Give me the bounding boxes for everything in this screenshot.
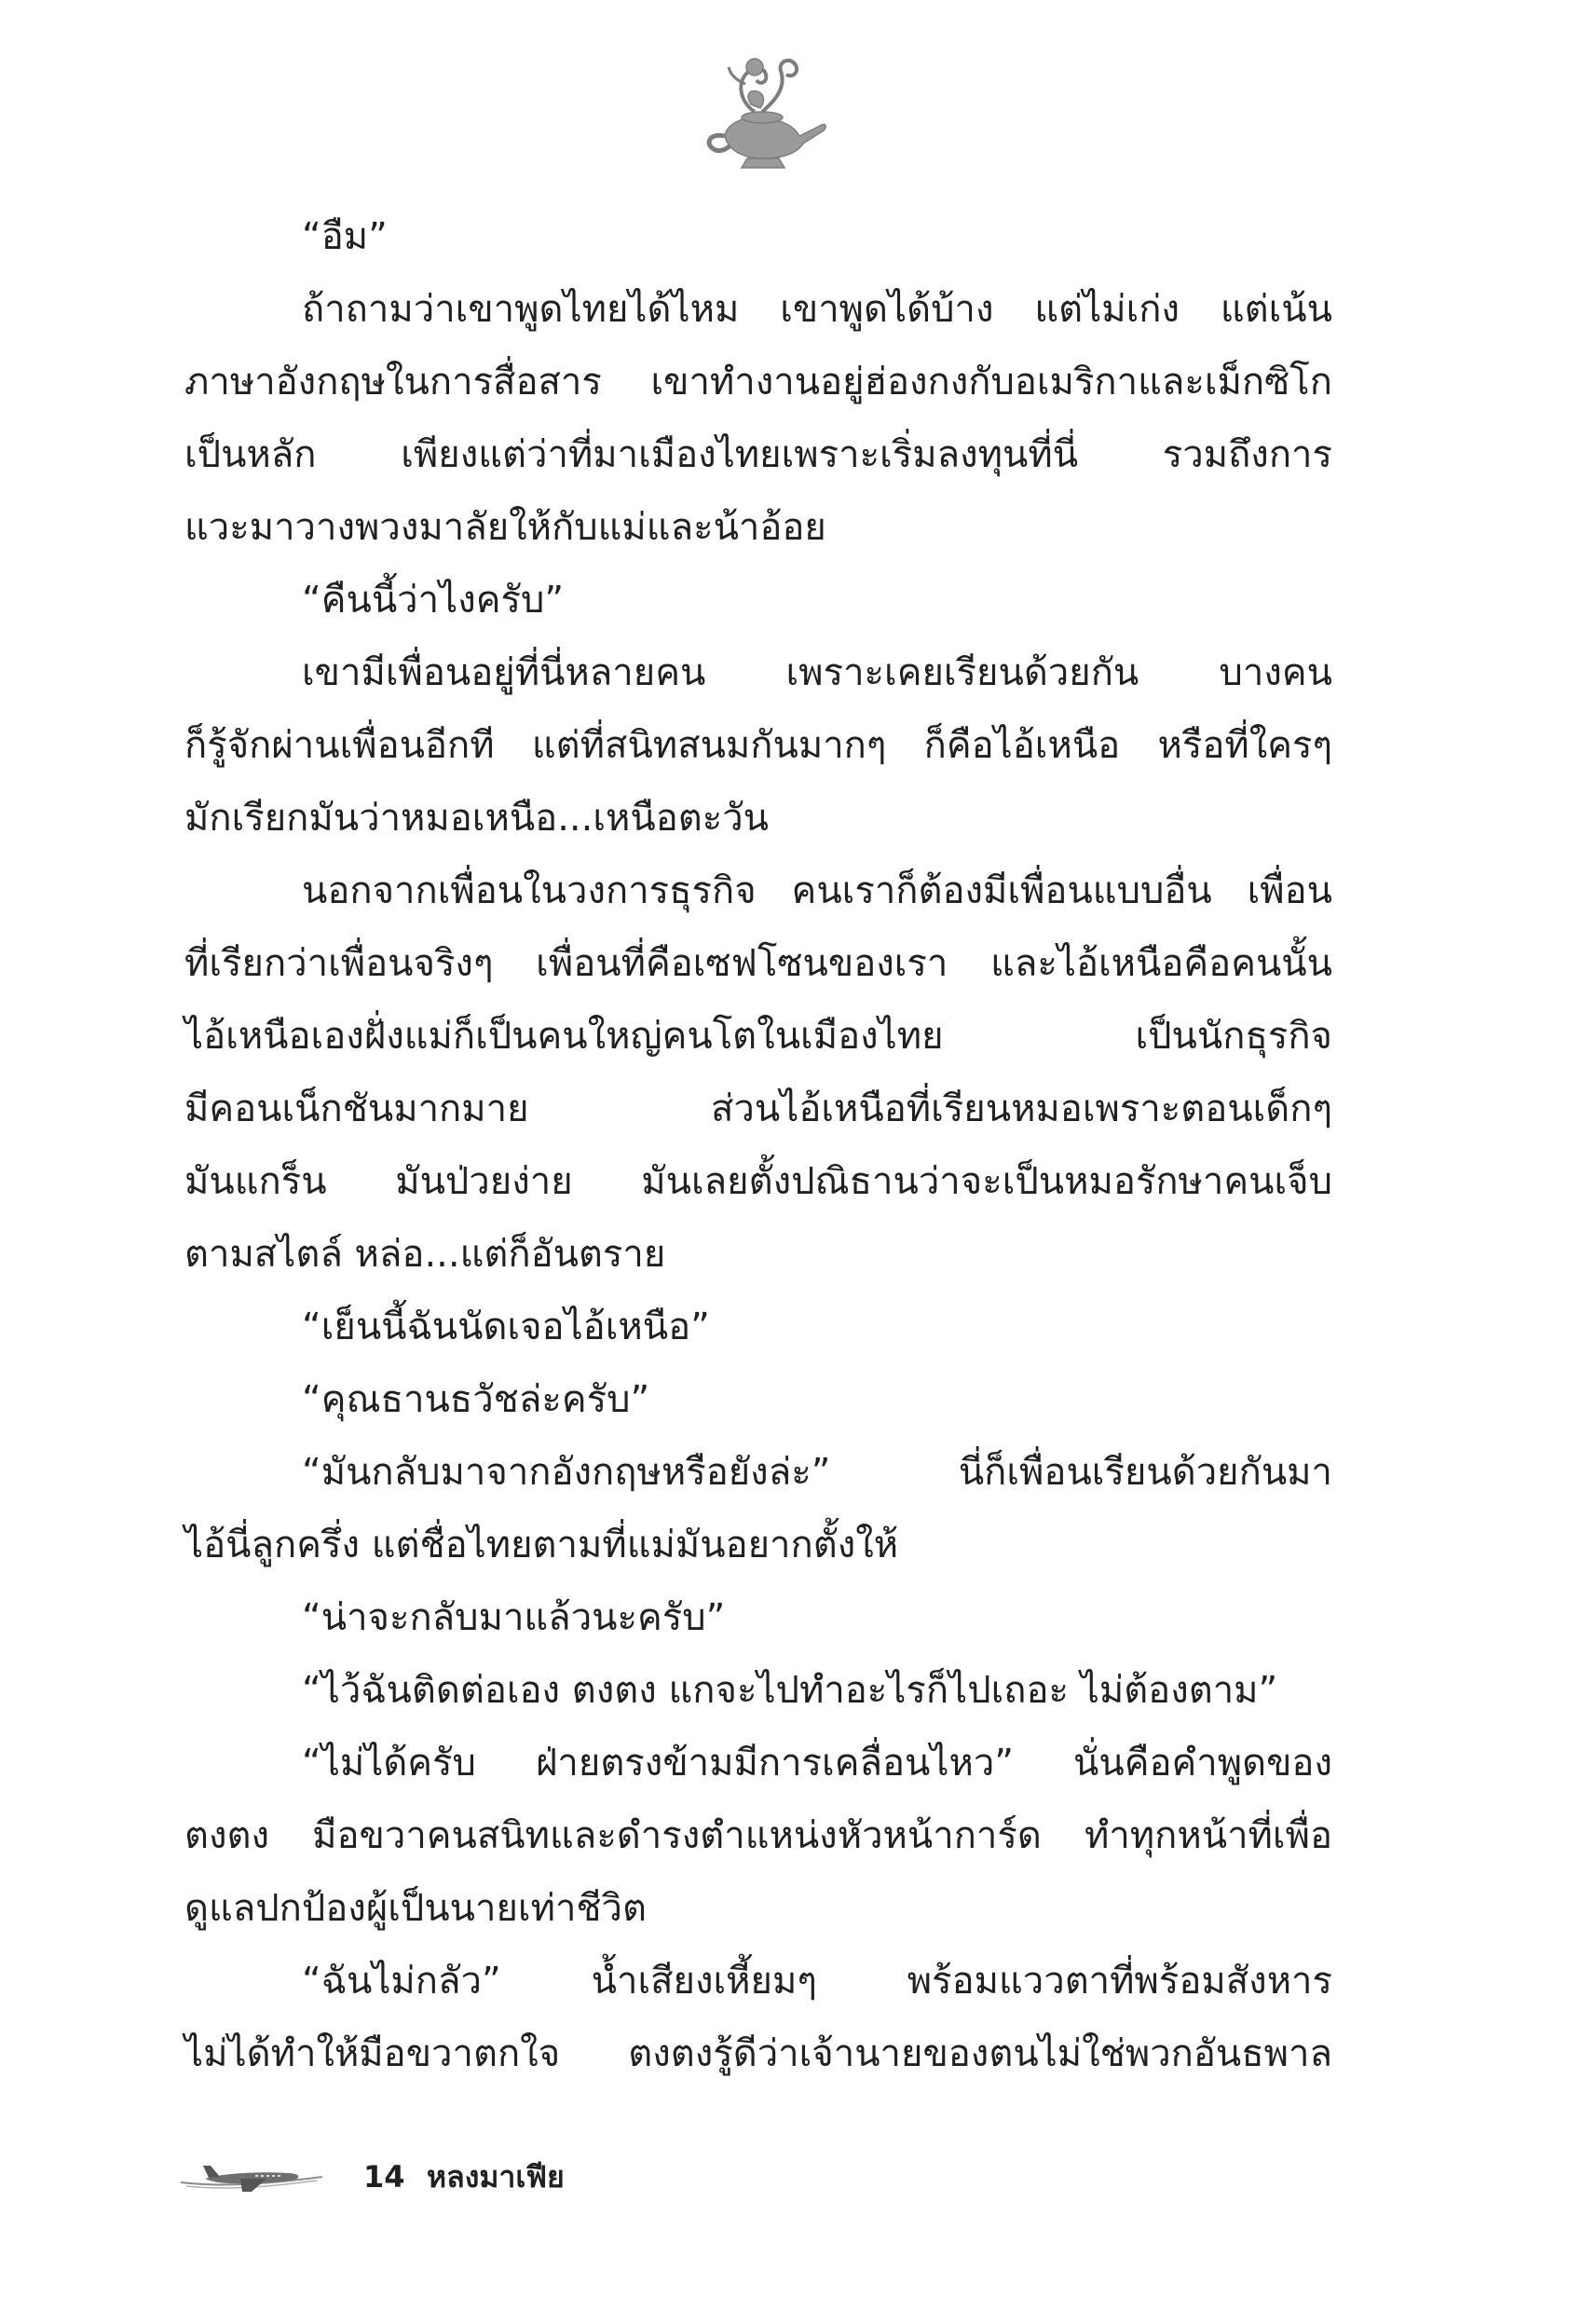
paragraph-line: “เย็นนี้ฉันนัดเจอไอ้เหนือ” (302, 1306, 710, 1348)
page-footer (177, 2153, 829, 2208)
genie-lamp-icon (689, 47, 829, 177)
paragraph-line: ดูแลปกป้องผู้เป็นนายเท่าชีวิต (184, 1887, 647, 1930)
paragraph-line: “มันกลับมาจากอังกฤษหรือยังล่ะ” นี่ก็เพื่อนเรียนด้วยกันมา (302, 1451, 1332, 1494)
paragraph-line: เขามีเพื่อนอยู่ที่นี่หลายคน เพราะเคยเรียนด้วยกัน บางคน (302, 651, 1332, 694)
paragraph-line: นอกจากเพื่อนในวงการธุรกิจ คนเราก็ต้องมีเพื่อนแบบอื่น เพื่อน (302, 869, 1332, 912)
paragraph-line: “คุณธานธวัชล่ะครับ” (302, 1378, 650, 1421)
paragraph-line: ตามสไตล์ หล่อ...แต่ก็อันตราย (184, 1233, 666, 1276)
paragraph-line: “ไม่ได้ครับ ฝ่ายตรงข้ามมีการเคลื่อนไหว” นั่นคือคำพูดของ (302, 1742, 1332, 1785)
paragraph-line: “ไว้ฉันติดต่อเอง ตงตง แกจะไปทำอะไรก็ไปเถอะ ไม่ต้องตาม” (302, 1669, 1278, 1712)
paragraph-line: “อืม” (302, 215, 388, 258)
paragraph-line: ที่เรียกว่าเพื่อนจริงๆ เพื่อนที่คือเซฟโซนของเรา และไอ้เหนือคือคนนั้น (184, 942, 1332, 985)
paragraph-line: เป็นหลัก เพียงแต่ว่าที่มาเมืองไทยเพราะเริ่มลงทุนที่นี่ รวมถึงการ (184, 433, 1332, 476)
paragraph-line: “น่าจะกลับมาแล้วนะครับ” (302, 1596, 726, 1639)
paragraph-line: ก็รู้จักผ่านเพื่อนอีกที แต่ที่สนิทสนมกันมากๆ ก็คือไอ้เหนือ หรือที่ใครๆ (184, 724, 1332, 767)
paragraph-line: มีคอนเน็กชันมากมาย ส่วนไอ้เหนือที่เรียนหมอเพราะตอนเด็กๆ (184, 1087, 1332, 1130)
airplane-icon (177, 2158, 326, 2195)
body-text (184, 207, 1332, 2075)
book-title: หลงมาเฟีย (427, 2159, 565, 2195)
page-number: 14 (363, 2159, 405, 2195)
paragraph-line: ไอ้เหนือเองฝั่งแม่ก็เป็นคนใหญ่คนโตในเมืองไทย เป็นนักธุรกิจ (184, 1015, 1332, 1058)
paragraph-line: มักเรียกมันว่าหมอเหนือ...เหนือตะวัน (184, 797, 770, 840)
paragraph-line: ไม่ได้ทำให้มือขวาตกใจ ตงตงรู้ดีว่าเจ้านายของตนไม่ใช่พวกอันธพาล (184, 2032, 1332, 2075)
paragraph-line: ตงตง มือขวาคนสนิทและดำรงตำแหน่งหัวหน้าการ์ด ทำทุกหน้าที่เพื่อ (184, 1814, 1332, 1857)
paragraph-line: มันแกร็น มันป่วยง่าย มันเลยตั้งปณิธานว่าจะเป็นหมอรักษาคนเจ็บ (184, 1160, 1332, 1203)
paragraph-line: “ฉันไม่กลัว” น้ำเสียงเหี้ยมๆ พร้อมแววตาที่พร้อมสังหาร (302, 1960, 1332, 2003)
paragraph-line: ถ้าถามว่าเขาพูดไทยได้ไหม เขาพูดได้บ้าง แต่ไม่เก่ง แต่เน้น (302, 288, 1332, 331)
paragraph-line: “คืนนี้ว่าไงครับ” (302, 579, 565, 622)
paragraph-line: ภาษาอังกฤษในการสื่อสาร เขาทำงานอยู่ฮ่องกงกับอเมริกาและเม็กซิโก (184, 361, 1332, 403)
paragraph-line: ไอ้นี่ลูกครึ่ง แต่ชื่อไทยตามที่แม่มันอยากตั้งให้ (184, 1524, 899, 1566)
paragraph-line: แวะมาวางพวงมาลัยให้กับแม่และน้าอ้อย (184, 506, 826, 549)
